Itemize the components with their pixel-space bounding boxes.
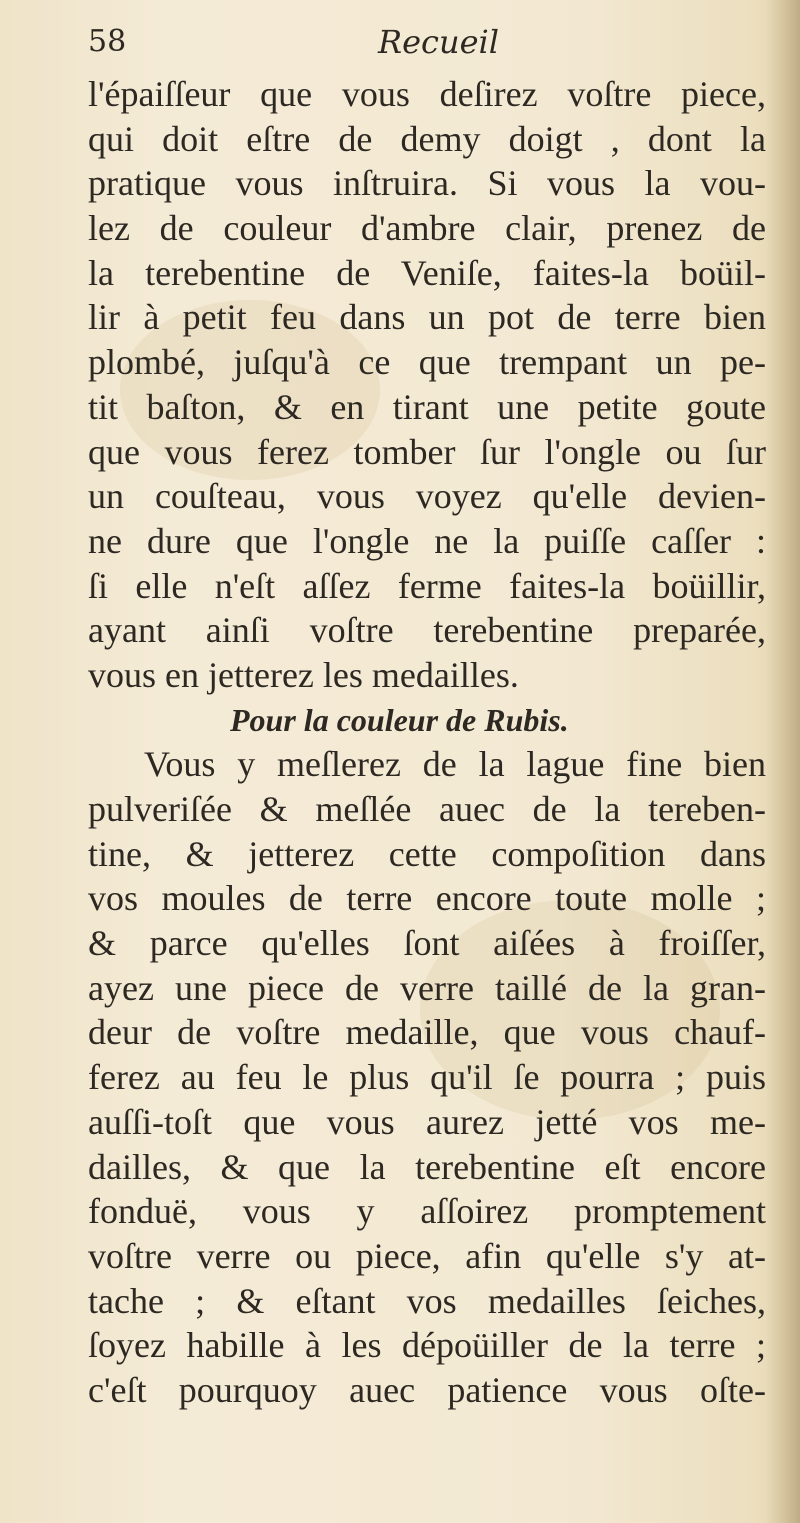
- text-line: lez de couleur d'ambre clair, prenez de: [88, 208, 766, 249]
- text-line: lir à petit feu dans un pot de terre bien: [88, 297, 766, 338]
- text-line: vous en jetterez les medailles.: [88, 654, 519, 695]
- page-number: 58: [88, 24, 127, 59]
- text-line: fonduë, vous y aſſoirez promptement: [88, 1191, 766, 1232]
- page-edge-shadow: [766, 0, 800, 1523]
- running-head: Recueil: [378, 23, 499, 61]
- text-line: pulveriſée & meſlée auec de la tereben-: [88, 789, 766, 829]
- text-line: pratique vous inſtruira. Si vous la vou-: [88, 163, 766, 204]
- text-line: vos moules de terre encore toute molle ;: [88, 878, 766, 919]
- text-line: c'eſt pourquoy auec patience vous oſte-: [88, 1369, 766, 1410]
- text-line: ſoyez habille à les dépoüiller de la terre ;: [88, 1325, 766, 1366]
- body-text: [88, 72, 766, 1413]
- text-line: dailles, & que la terebentine eſt encore: [88, 1146, 766, 1187]
- text-line: ayant ainſi voſtre terebentine preparée,: [88, 610, 766, 651]
- text-line: qui doit eſtre de demy doigt , dont la: [88, 118, 766, 159]
- text-line: Vous y meſlerez de la lague fine bien: [144, 744, 766, 785]
- text-line: que vous ferez tomber ſur l'ongle ou ſur: [88, 431, 766, 472]
- text-line: la terebentine de Veniſe, faites-la boüil-: [88, 252, 766, 293]
- text-line: tine, & jetterez cette compoſition dans: [88, 833, 766, 874]
- text-line: ferez au feu le plus qu'il ſe pourra ; puis: [88, 1057, 766, 1098]
- text-line: & parce qu'elles ſont aiſées à froiſſer,: [88, 923, 766, 964]
- text-line: tit baſton, & en tirant une petite goute: [88, 386, 766, 427]
- section-heading: Pour la couleur de Rubis.: [230, 701, 569, 738]
- text-line: ſi elle n'eſt aſſez ferme faites-la boüillir,: [88, 565, 766, 606]
- text-line: un couſteau, vous voyez qu'elle devien-: [88, 476, 766, 517]
- text-line: ayez une piece de verre taillé de la gran-: [88, 967, 766, 1008]
- text-line: deur de voſtre medaille, que vous chauf-: [88, 1012, 766, 1053]
- text-line: l'épaiſſeur que vous deſirez voſtre piece,: [88, 74, 766, 114]
- text-line: plombé, juſqu'à ce que trempant un pe-: [88, 342, 766, 383]
- text-line: ne dure que l'ongle ne la puiſſe caſſer :: [88, 520, 766, 561]
- text-line: tache ; & eſtant vos medailles ſeiches,: [88, 1280, 766, 1321]
- text-line: auſſi-toſt que vous aurez jetté vos me-: [88, 1101, 766, 1142]
- text-line: voſtre verre ou piece, afin qu'elle s'y at-: [88, 1235, 766, 1276]
- page-header: [88, 22, 748, 70]
